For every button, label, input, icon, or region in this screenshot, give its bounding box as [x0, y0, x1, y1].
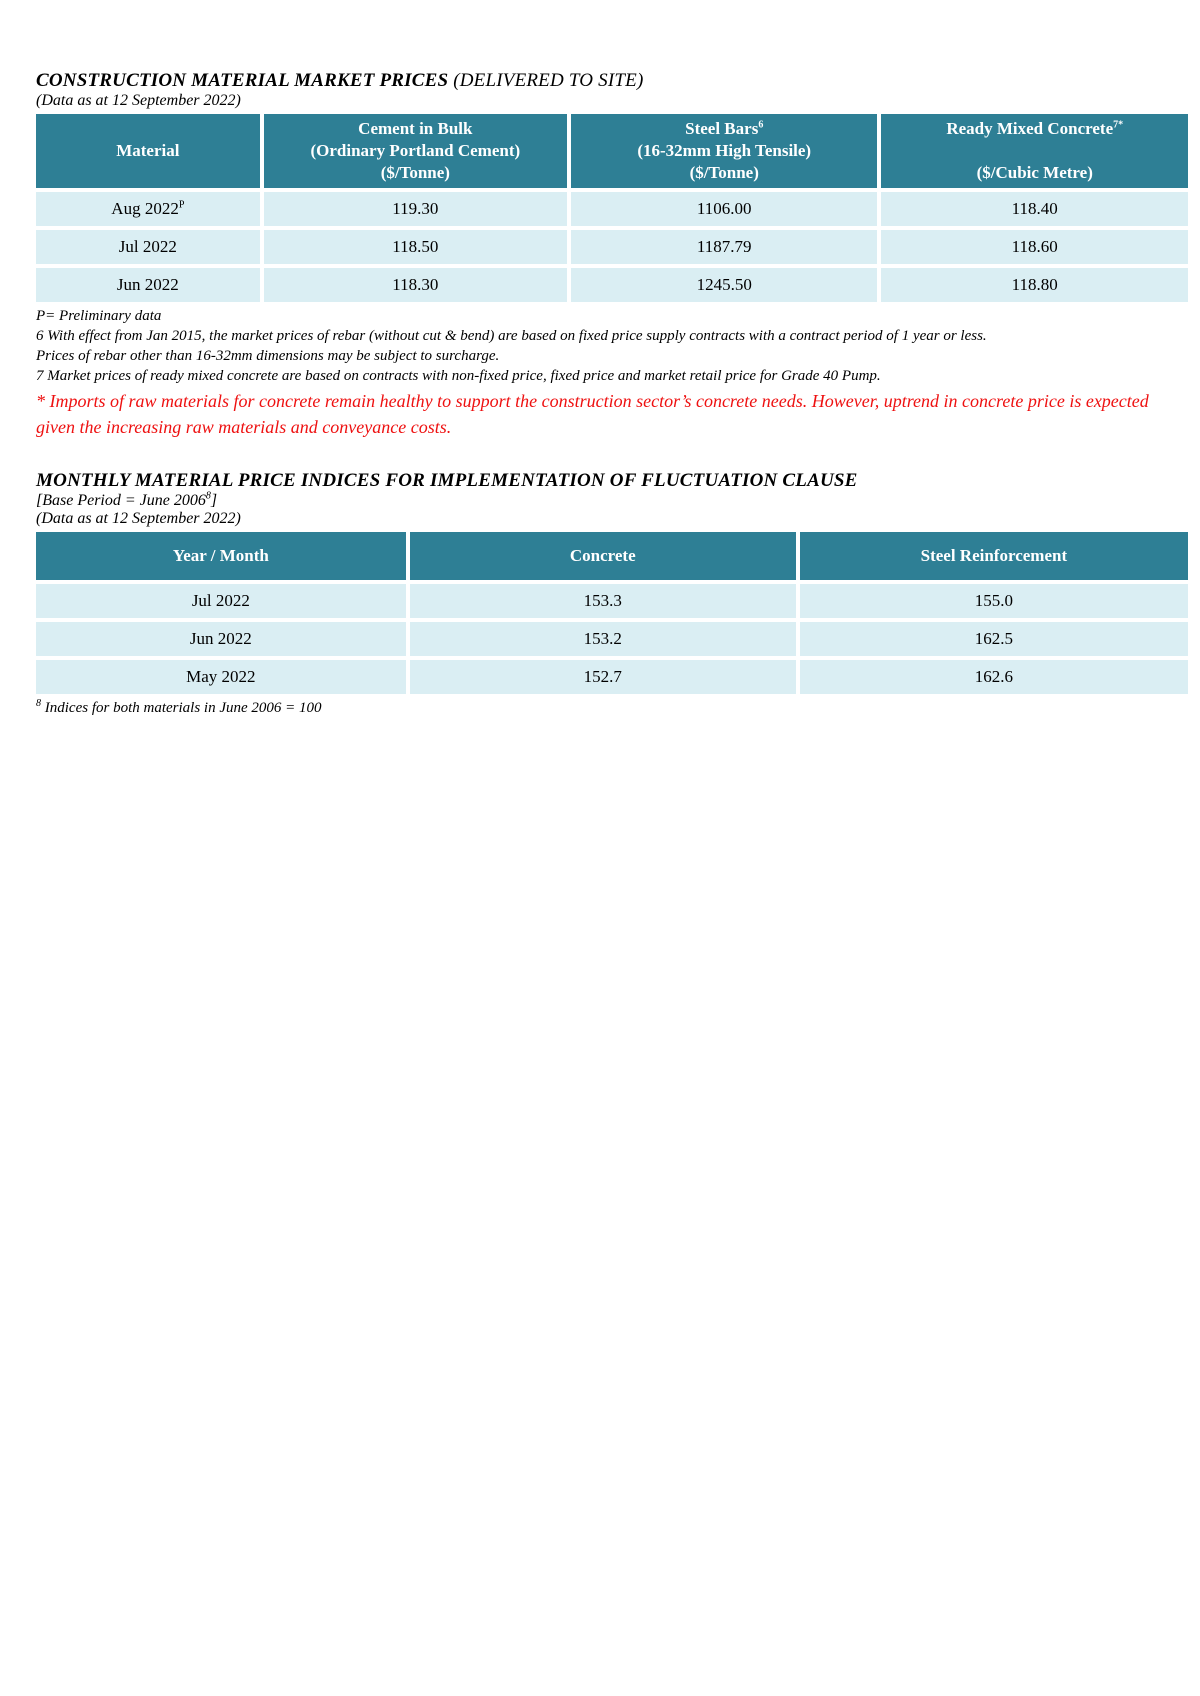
cell-rmc: 118.60 [881, 230, 1188, 264]
cell-period: Jul 2022 [36, 584, 406, 618]
header-rmc-line1 [885, 118, 1184, 140]
cell-concrete: 152.7 [410, 660, 796, 694]
cell-period: May 2022 [36, 660, 406, 694]
footnote-6b: Prices of rebar other than 16-32mm dimensions may be subject to surcharge. [36, 348, 500, 364]
section1-title-rest: (DELIVERED TO SITE) [453, 70, 644, 91]
cell-steel-reinforcement: 162.6 [800, 660, 1188, 694]
footnote-6: 6 With effect from Jan 2015, the market prices of rebar (without cut & bend) are based on fixed price supply contracts with a contract period of 1 year or less. [36, 328, 987, 344]
header-rmc-text: Ready Mixed Concrete [946, 119, 1114, 138]
cell-steel: 1106.00 [571, 192, 878, 226]
table-row [36, 230, 1188, 264]
cell-rmc: 118.80 [881, 268, 1188, 302]
header-steel-line1 [575, 118, 874, 140]
header-steel-line2: (16-32mm High Tensile) [637, 141, 812, 160]
footnote-8-sup: 8 [36, 698, 41, 709]
cell-concrete: 153.2 [410, 622, 796, 656]
cell-steel-reinforcement: 162.5 [800, 622, 1188, 656]
table-row [36, 660, 1188, 694]
market-prices-table [32, 110, 1192, 306]
header-cement [264, 114, 567, 188]
cell-concrete: 153.3 [410, 584, 796, 618]
header-concrete: Concrete [410, 532, 796, 580]
header-steel-reinforcement: Steel Reinforcement [800, 532, 1188, 580]
base-period-note [36, 492, 1188, 510]
cell-period [36, 230, 260, 264]
base-period-close: ] [210, 492, 218, 509]
header-rmc-line3: ($/Cubic Metre) [976, 163, 1093, 182]
period-text: Jul 2022 [118, 237, 177, 256]
table-row [36, 268, 1188, 302]
cell-cement: 118.30 [264, 268, 567, 302]
footnote-preliminary: P= Preliminary data [36, 308, 162, 324]
header-rmc-sup: 7* [1113, 119, 1124, 131]
header-steel-line3: ($/Tonne) [689, 163, 759, 182]
price-indices-header-row [36, 532, 1188, 580]
header-material [36, 114, 260, 188]
market-prices-header-row [36, 114, 1188, 188]
table-row [36, 192, 1188, 226]
section1-date-note: (Data as at 12 September 2022) [36, 92, 241, 109]
base-period-text: [Base Period = June 2006 [36, 492, 206, 509]
period-text: Aug 2022 [111, 199, 179, 218]
cell-cement: 119.30 [264, 192, 567, 226]
cell-period: Jun 2022 [36, 622, 406, 656]
price-indices-table [32, 528, 1192, 698]
cell-rmc: 118.40 [881, 192, 1188, 226]
footnote-8-text: Indices for both materials in June 2006 = 100 [44, 700, 322, 716]
header-cement-line3: ($/Tonne) [380, 163, 450, 182]
header-cement-line2: (Ordinary Portland Cement) [310, 141, 521, 160]
header-steel-text: Steel Bars [685, 119, 759, 138]
cell-steel: 1187.79 [571, 230, 878, 264]
footnote-7: 7 Market prices of ready mixed concrete are based on contracts with non-fixed price, fixed price and market retail price for Grade 40 Pump. [36, 368, 881, 384]
base-period-sup: 8 [205, 490, 211, 502]
section1-title [36, 70, 1188, 92]
header-cement-line1: Cement in Bulk [358, 119, 473, 138]
table-row [36, 622, 1188, 656]
section2-title: MONTHLY MATERIAL PRICE INDICES FOR IMPLEMENTATION OF FLUCTUATION CLAUSE [36, 470, 858, 491]
period-text: Jun 2022 [116, 275, 179, 294]
cell-period [36, 192, 260, 226]
header-material-label: Material [116, 141, 180, 160]
header-rmc [881, 114, 1188, 188]
footnote-star-note: * Imports of raw materials for concrete remain healthy to support the construction sector’s concrete needs. However, uptrend in concrete price is expected given the increasing raw materials and conveyance costs. [36, 391, 1149, 437]
cell-steel: 1245.50 [571, 268, 878, 302]
preliminary-sup: P [178, 199, 185, 211]
section2-date-note: (Data as at 12 September 2022) [36, 510, 241, 527]
header-year-month: Year / Month [36, 532, 406, 580]
header-steel-sup: 6 [758, 119, 764, 131]
table-row [36, 584, 1188, 618]
footnote-8 [36, 698, 1188, 718]
document-page [36, 70, 1188, 718]
header-steel [571, 114, 878, 188]
section1-title-bold: CONSTRUCTION MATERIAL MARKET PRICES [36, 70, 449, 91]
section-spacer [36, 440, 1188, 470]
cell-period [36, 268, 260, 302]
cell-cement: 118.50 [264, 230, 567, 264]
header-rmc-spacer [885, 140, 1184, 162]
cell-steel-reinforcement: 155.0 [800, 584, 1188, 618]
